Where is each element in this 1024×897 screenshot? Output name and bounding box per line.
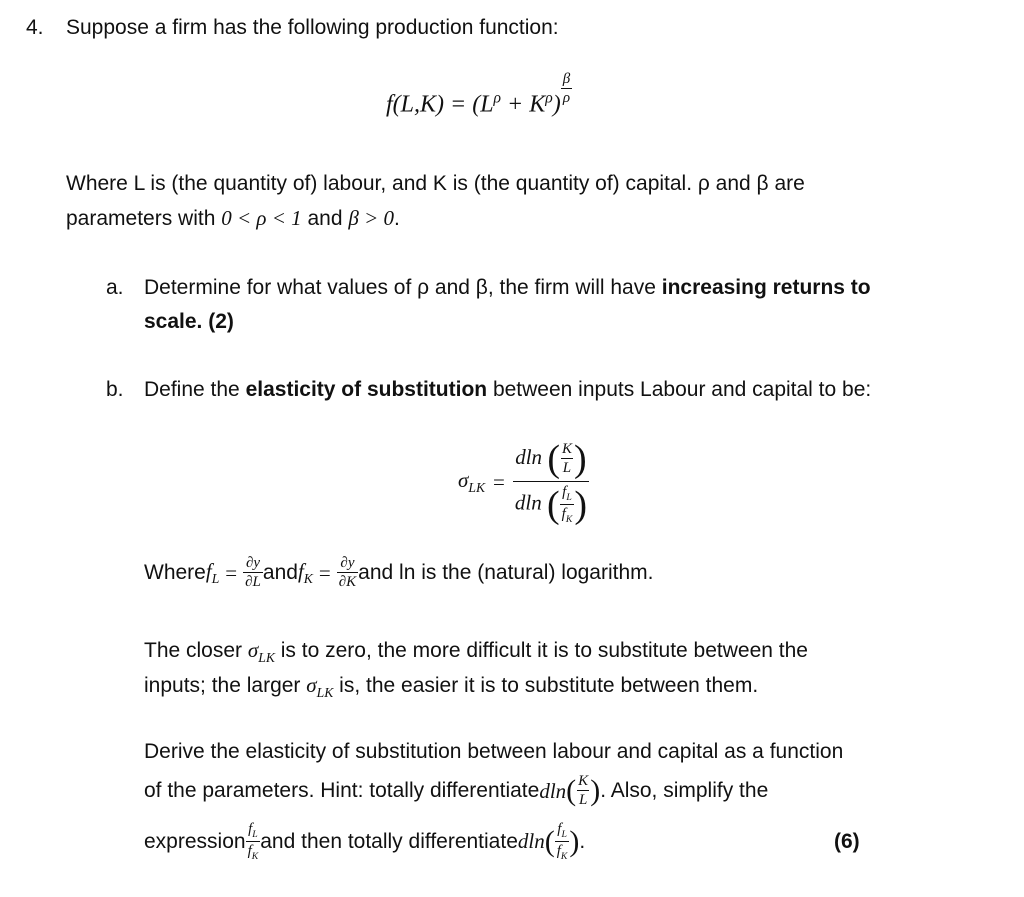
fk-def bbox=[298, 559, 313, 587]
formula-close: ) bbox=[552, 91, 561, 118]
sigma: σ bbox=[247, 638, 259, 662]
elasticity-fraction bbox=[513, 440, 589, 525]
part-b-label: b. bbox=[106, 378, 124, 401]
exp-rho: ρ bbox=[562, 90, 571, 106]
sigma-lk-inline bbox=[247, 638, 275, 666]
dy-dl bbox=[243, 556, 263, 590]
f-l-sub: L bbox=[566, 492, 572, 503]
f-l-sub: L bbox=[561, 829, 567, 840]
f-k: f bbox=[561, 505, 566, 522]
elasticity-denominator bbox=[513, 481, 589, 525]
f-k-sub: K bbox=[303, 571, 313, 587]
dy: ∂y bbox=[340, 555, 355, 571]
sigma-sub: LK bbox=[258, 650, 275, 666]
fl-over-fk-inline bbox=[246, 822, 261, 862]
dk: ∂K bbox=[338, 574, 357, 590]
lparen: ( bbox=[547, 438, 560, 480]
dy-dk bbox=[337, 556, 358, 590]
closer-post: is to zero, the more difficult it is to substitute between the bbox=[274, 639, 808, 662]
rparen: ) bbox=[574, 483, 587, 526]
f-l: f bbox=[248, 821, 253, 837]
f-l: f bbox=[205, 558, 212, 583]
question-number: 4. bbox=[26, 16, 44, 39]
sigma-sub: LK bbox=[316, 685, 334, 701]
k-over-l-inline bbox=[576, 774, 590, 808]
l: L bbox=[562, 460, 572, 476]
fl-over-fk bbox=[560, 485, 575, 525]
rparen: ) bbox=[590, 774, 601, 807]
f-k-sub: K bbox=[565, 513, 573, 525]
part-b-line1 bbox=[144, 378, 871, 402]
f-l: f bbox=[557, 821, 562, 837]
lparen: ( bbox=[544, 824, 555, 858]
exponent-fraction bbox=[561, 72, 572, 106]
derive2-pre: of the parameters. Hint: totally differentiate bbox=[144, 779, 540, 802]
elasticity-formula bbox=[458, 440, 589, 525]
dln-inline: dln bbox=[539, 778, 567, 803]
part-b-bold: elasticity of substitution bbox=[245, 378, 488, 401]
f-l: f bbox=[562, 484, 567, 500]
where-and: and bbox=[262, 561, 298, 584]
equals-sign: = bbox=[493, 469, 505, 494]
where-post: and ln is the (natural) logarithm. bbox=[358, 561, 654, 584]
lparen: ( bbox=[566, 774, 577, 807]
equals: = bbox=[318, 560, 331, 585]
production-function bbox=[386, 71, 572, 119]
f-l-sub: L bbox=[252, 829, 258, 840]
derive3-mid: and then totally differentiate bbox=[260, 829, 518, 853]
where-pre: Where bbox=[144, 561, 206, 584]
l: L bbox=[579, 792, 588, 808]
part-b-marks bbox=[834, 830, 860, 854]
f-k-sub: K bbox=[251, 850, 259, 862]
dln-inline: dln bbox=[517, 829, 545, 854]
part-a-label: a. bbox=[106, 276, 124, 299]
closer-pre: The closer bbox=[144, 639, 248, 662]
rparen: ) bbox=[573, 438, 587, 480]
closer-line2 bbox=[144, 673, 758, 701]
derive-line3 bbox=[144, 822, 585, 862]
dy: ∂y bbox=[245, 555, 261, 571]
fl-def bbox=[206, 559, 219, 587]
k: K bbox=[578, 773, 589, 789]
rho-exponent-L: ρ bbox=[493, 89, 502, 107]
part-a-text: Determine for what values of ρ and β, the firm will have bbox=[144, 276, 662, 299]
formula-plus: + K bbox=[501, 91, 546, 118]
derive2-post: . Also, simplify the bbox=[600, 779, 769, 802]
fl bbox=[560, 485, 574, 504]
desc-pre: parameters with bbox=[66, 207, 222, 230]
rho-condition: 0 < ρ < 1 bbox=[221, 206, 302, 230]
part-b-text-post: between inputs Labour and capital to be: bbox=[487, 378, 872, 401]
part-a-bold: increasing returns to bbox=[661, 276, 871, 299]
larger-pre: inputs; the larger bbox=[144, 674, 307, 697]
marks-6: (6) bbox=[834, 830, 860, 853]
f-l-sub: L bbox=[211, 571, 220, 587]
f-k-sub: K bbox=[560, 850, 568, 862]
sigma-sub: LK bbox=[468, 480, 486, 496]
derive-line2 bbox=[144, 774, 768, 808]
fl-over-fk-inline2 bbox=[555, 822, 570, 862]
where-line bbox=[144, 556, 653, 590]
rparen: ) bbox=[569, 824, 580, 858]
f-k: f bbox=[556, 842, 561, 859]
part-b-text-pre: Define the bbox=[144, 378, 246, 401]
dln-top: dln bbox=[515, 444, 543, 469]
rho-exponent-K: ρ bbox=[545, 89, 553, 107]
part-a-line1 bbox=[144, 276, 871, 300]
lparen: ( bbox=[546, 483, 560, 526]
dln-bottom: dln bbox=[514, 490, 542, 515]
desc-end: . bbox=[394, 207, 400, 230]
sigma: σ bbox=[458, 468, 469, 493]
derive3-pre: expression bbox=[144, 829, 246, 853]
exp-beta: β bbox=[562, 71, 571, 87]
formula-lhs: f(L,K) = (L bbox=[386, 91, 494, 118]
fk bbox=[246, 841, 261, 862]
sigma: σ bbox=[306, 673, 317, 697]
closer-line1 bbox=[144, 638, 808, 666]
k: K bbox=[561, 441, 572, 457]
derive3-post: . bbox=[579, 829, 586, 853]
sigma-lk bbox=[458, 468, 485, 496]
f-k: f bbox=[247, 842, 252, 859]
fk bbox=[560, 504, 575, 525]
fl bbox=[555, 822, 569, 841]
elasticity-numerator bbox=[513, 440, 588, 481]
sigma-lk-inline bbox=[306, 673, 334, 701]
part-a-marks: scale. (2) bbox=[144, 310, 234, 333]
f-k: f bbox=[297, 558, 304, 583]
fk bbox=[555, 841, 570, 862]
description-line1: Where L is (the quantity of) labour, and K is (the quantity of) capital. ρ and β are bbox=[66, 172, 805, 195]
dl: ∂L bbox=[245, 574, 261, 590]
beta-condition: β > 0 bbox=[348, 206, 395, 230]
derive-line1: Derive the elasticity of substitution between labour and capital as a function bbox=[144, 740, 844, 763]
larger-post: is, the easier it is to substitute between them. bbox=[333, 674, 759, 697]
fl bbox=[246, 822, 260, 841]
equals: = bbox=[225, 560, 238, 585]
description-line2 bbox=[66, 206, 400, 231]
part-a-line2 bbox=[144, 310, 234, 334]
k-over-l bbox=[560, 442, 574, 476]
question-intro: Suppose a firm has the following production function: bbox=[66, 16, 559, 39]
desc-and: and bbox=[301, 207, 349, 230]
